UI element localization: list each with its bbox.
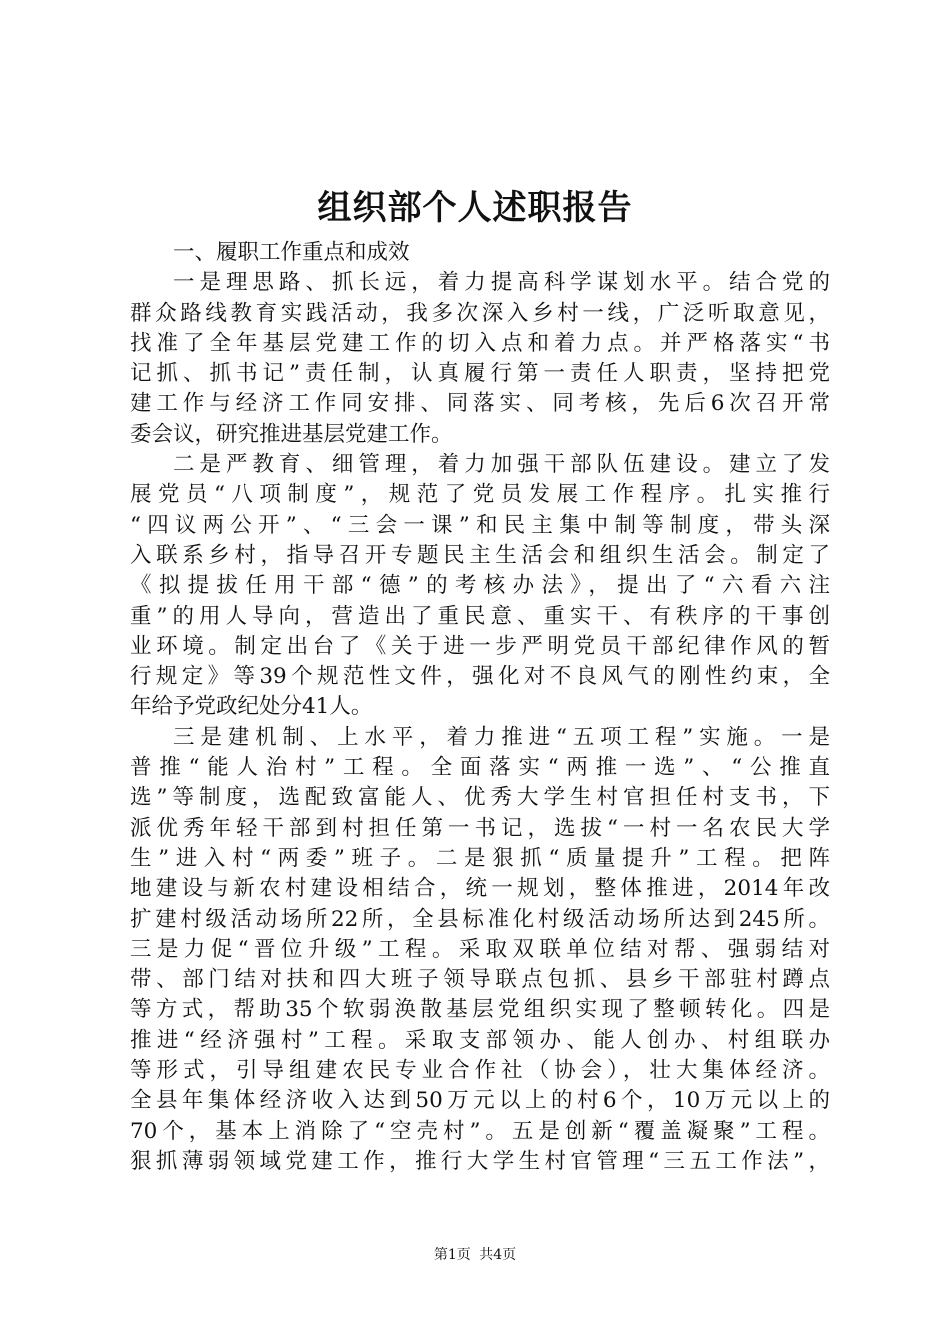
paragraph-line: 年给予党政纪处分41人。 <box>130 694 373 720</box>
paragraph-line: 委会议，研究推进基层党建工作。 <box>130 421 453 447</box>
paragraph-line: 地建设与新农村建设相结合，统一规划，整体推进，2014年改 <box>130 876 830 902</box>
document-title: 组织部个人述职报告 <box>317 188 633 228</box>
paragraph-line: 生”进入村“两委”班子。二是狠抓“质量提升”工程。把阵 <box>130 845 830 871</box>
paragraph-line: 派优秀年轻干部到村担任第一书记，选拔“一村一名农民大学 <box>130 815 830 841</box>
paragraph-line: 一是理思路、抓长远，着力提高科学谋划水平。结合党的 <box>173 270 830 296</box>
paragraph-line: “四议两公开”、“三会一课”和民主集中制等制度，带头深 <box>130 512 830 538</box>
page-footer <box>0 1245 950 1265</box>
paragraph-line: 找准了全年基层党建工作的切入点和着力点。并严格落实“书 <box>130 330 830 356</box>
paragraph-line: 《拟提拔任用干部“德”的考核办法》，提出了“六看六注 <box>130 573 830 599</box>
page-total: 共4页 <box>479 1247 517 1263</box>
paragraph-line: 三是建机制、上水平，着力推进“五项工程”实施。一是 <box>173 724 830 750</box>
paragraph-line: 业环境。制定出台了《关于进一步严明党员干部纪律作风的暂 <box>130 633 830 659</box>
paragraph-2 <box>130 450 830 723</box>
paragraph-3 <box>130 723 830 1177</box>
paragraph-line: 狠抓薄弱领域党建工作，推行大学生村官管理“三五工作法”， <box>130 1148 830 1174</box>
paragraph-line: 推进“经济强村”工程。采取支部领办、能人创办、村组联办 <box>130 1027 830 1053</box>
paragraph-line: 普推“能人治村”工程。全面落实“两推一选”、“公推直 <box>130 755 830 781</box>
section-heading: 一、履职工作重点和成效 <box>173 240 410 265</box>
paragraph-1 <box>130 268 830 450</box>
paragraph-line: 展党员“八项制度”，规范了党员发展工作程序。扎实推行 <box>130 482 830 508</box>
paragraph-line: 扩建村级活动场所22所，全县标准化村级活动场所达到245所。 <box>130 906 830 932</box>
paragraph-line: 行规定》等39个规范性文件，强化对不良风气的刚性约束，全 <box>130 664 830 690</box>
paragraph-line: 等方式，帮助35个软弱涣散基层党组织实现了整顿转化。四是 <box>130 997 830 1023</box>
page-number: 第1页 <box>433 1247 471 1263</box>
paragraph-line: 二是严教育、细管理，着力加强干部队伍建设。建立了发 <box>173 452 830 478</box>
paragraph-line: 70个，基本上消除了“空壳村”。五是创新“覆盖凝聚”工程。 <box>130 1118 830 1144</box>
paragraph-line: 等形式，引导组建农民专业合作社（协会），壮大集体经济。 <box>130 1058 830 1084</box>
paragraph-line: 三是力促“晋位升级”工程。采取双联单位结对帮、强弱结对 <box>130 936 830 962</box>
paragraph-line: 重”的用人导向，营造出了重民意、重实干、有秩序的干事创 <box>130 603 830 629</box>
paragraph-line: 建工作与经济工作同安排、同落实、同考核，先后6次召开常 <box>130 391 830 417</box>
paragraph-line: 选”等制度，选配致富能人、优秀大学生村官担任村支书，下 <box>130 785 830 811</box>
paragraph-line: 群众路线教育实践活动，我多次深入乡村一线，广泛听取意见， <box>130 300 830 326</box>
paragraph-line: 入联系乡村，指导召开专题民主生活会和组织生活会。制定了 <box>130 542 830 568</box>
document-body <box>130 238 830 1177</box>
paragraph-line: 记抓、抓书记”责任制，认真履行第一责任人职责，坚持把党 <box>130 361 830 387</box>
paragraph-line: 全县年集体经济收入达到50万元以上的村6个，10万元以上的 <box>130 1088 830 1114</box>
paragraph-line: 带、部门结对扶和四大班子领导联点包抓、县乡干部驻村蹲点 <box>130 967 830 993</box>
